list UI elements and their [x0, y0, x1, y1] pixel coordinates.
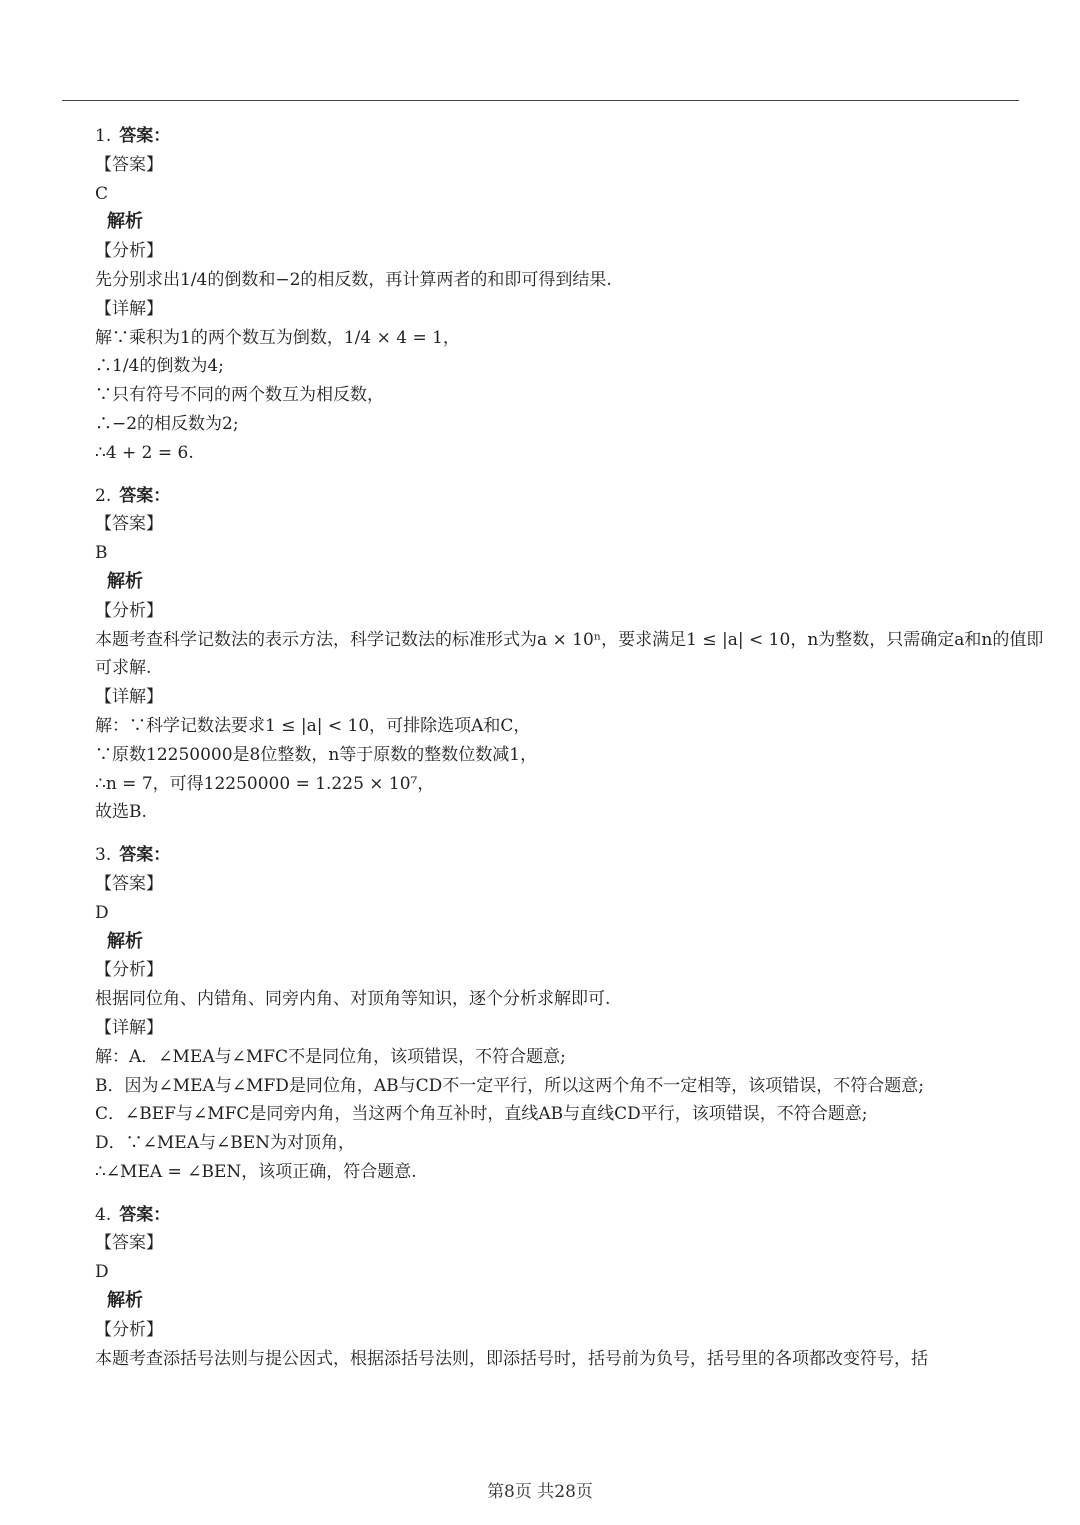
analysis-title: 解析: [107, 930, 143, 952]
answer-tag: 【答案】: [95, 873, 163, 894]
detail-line: ∵原数12250000是8位整数，n等于原数的整数位数减1，: [95, 744, 538, 765]
analysis-line: 本题考查添括号法则与提公因式，根据添括号法则，即添括号时，括号前为负号，括号里的各项都改变符号，括: [95, 1348, 928, 1369]
question-4-header: [95, 1201, 1045, 1230]
detail-line: ∵只有符号不同的两个数互为相反数，: [95, 385, 384, 406]
question-number: 3.: [95, 845, 112, 866]
detail-line: D．∵∠MEA与∠BEN为对顶角，: [95, 1133, 355, 1154]
analysis-title: 解析: [107, 1290, 143, 1312]
analysis-line: 先分别求出1/4的倒数和−2的相反数，再计算两者的和即可得到结果.: [95, 269, 612, 290]
question-title: 答案：: [119, 126, 171, 146]
detail-line: ∴∠MEA = ∠BEN，该项正确，符合题意.: [95, 1161, 417, 1182]
answer-tag: 【答案】: [95, 514, 163, 535]
analysis-tag: 【分析】: [95, 1319, 163, 1340]
detail-tag: 【详解】: [95, 687, 163, 708]
detail-line: 解：A．∠MEA与∠MFC不是同位角，该项错误，不符合题意;: [95, 1046, 566, 1067]
answer-tag: 【答案】: [95, 154, 163, 175]
answer-content: [95, 122, 1045, 1373]
detail-line: ∴n = 7，可得12250000 = 1.225 × 10⁷，: [95, 773, 435, 794]
analysis-line: 本题考查科学记数法的表示方法，科学记数法的标准形式为a × 10ⁿ，要求满足1 ≤ |a| < 10，n为整数，只需确定a和n的值即可求解.: [95, 629, 1044, 679]
question-number: 4.: [95, 1204, 112, 1225]
question-number: 2.: [95, 485, 112, 506]
analysis-title: 解析: [107, 570, 143, 592]
detail-line: ∴4 + 2 = 6.: [95, 442, 194, 463]
question-3-header: [95, 841, 1045, 870]
analysis-title: 解析: [107, 211, 143, 233]
answer-value: C: [95, 183, 109, 204]
detail-line: ∴1/4的倒数为4;: [95, 356, 224, 377]
question-number: 1.: [95, 126, 112, 146]
analysis-tag: 【分析】: [95, 960, 163, 981]
analysis-line: 根据同位角、内错角、同旁内角、对顶角等知识，逐个分析求解即可.: [95, 989, 611, 1010]
detail-line: ∴−2的相反数为2;: [95, 413, 239, 434]
page-footer: 第8页 共28页: [487, 1482, 593, 1502]
detail-tag: 【详解】: [95, 1017, 163, 1038]
answer-value: D: [95, 902, 109, 923]
question-2-header: [95, 482, 1045, 511]
detail-line: B．因为∠MEA与∠MFD是同位角，AB与CD不一定平行，所以这两个角不一定相等，该项错误，不符合题意;: [95, 1075, 925, 1096]
detail-line: 解：∵科学记数法要求1 ≤ |a| < 10，可排除选项A和C，: [95, 715, 531, 736]
detail-line: 解∵乘积为1的两个数互为倒数，1/4 × 4 = 1，: [95, 327, 460, 348]
analysis-tag: 【分析】: [95, 241, 163, 262]
answer-value: B: [95, 543, 108, 564]
answer-tag: 【答案】: [95, 1233, 163, 1254]
question-title: 答案：: [119, 1204, 171, 1225]
detail-tag: 【详解】: [95, 298, 163, 319]
header-rule: [62, 100, 1019, 101]
detail-line: C．∠BEF与∠MFC是同旁内角，当这两个角互补时，直线AB与直线CD平行，该项错误，不符合题意;: [95, 1104, 868, 1125]
question-title: 答案：: [119, 845, 171, 866]
question-title: 答案：: [119, 485, 171, 506]
answer-value: D: [95, 1262, 109, 1283]
question-1-header: [95, 122, 1045, 151]
detail-line: 故选B.: [95, 802, 147, 823]
analysis-tag: 【分析】: [95, 600, 163, 621]
